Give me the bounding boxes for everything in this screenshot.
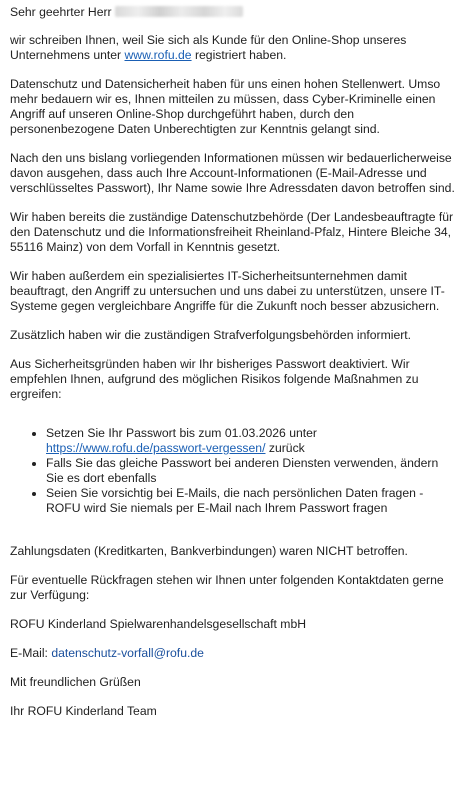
email-label: E-Mail: <box>10 646 52 660</box>
it-paragraph: Wir haben außerdem ein spezialisiertes IT-Sicherheitsunternehmen damit beauftragt, den Angriff zu untersuchen und uns dabei zu unterstützen, unsere IT-Systeme gegen vergleichbare Angriffe für die Zukunft noch besser abzusichern. <box>10 269 445 313</box>
contact-email-line <box>10 646 455 661</box>
greeting-text: Sehr geehrter Herr <box>10 5 112 19</box>
rofu-link[interactable]: www.rofu.de <box>124 48 192 62</box>
strafverfolgung-paragraph: Zusätzlich haben wir die zuständigen Strafverfolgungsbehörden informiert. <box>10 328 412 342</box>
zahlung-paragraph: Zahlungsdaten (Kreditkarten, Bankverbindungen) waren NICHT betroffen. <box>10 544 408 558</box>
list-item-text: Setzen Sie Ihr Passwort bis zum 01.03.2026 unter <box>46 426 317 440</box>
intro-text-end: registriert haben. <box>191 48 287 62</box>
signature: Ihr ROFU Kinderland Team <box>10 704 157 718</box>
password-reset-link[interactable]: https://www.rofu.de/passwort-vergessen/ <box>46 441 266 455</box>
kontakt-paragraph: Für eventuelle Rückfragen stehen wir Ihnen unter folgenden Kontaktdaten gerne zur Verfügung: <box>10 573 444 602</box>
datenschutz-paragraph: Datenschutz und Datensicherheit haben für uns einen hohen Stellenwert. Umso mehr bedauern wir es, Ihnen mitteilen zu müssen, dass Cyber-Kriminelle einen Angriff auf unseren Online-Shop durchgeführt haben, durch den personenbezogene Daten Unberechtigten zur Kenntnis gelangt sind. <box>10 77 441 136</box>
salutation <box>10 5 455 20</box>
erkenntnisse-paragraph: Nach den uns bislang vorliegenden Informationen müssen wir bedauerlicherweise davon ausgehen, dass auch Ihre Account-Informationen (E-Mail-Adresse und verschlüsseltes Passwort), Ihr Name sowie Ihre Adressdaten davon betroffen sind. <box>10 151 455 195</box>
closing: Mit freundlichen Grüßen <box>10 675 141 689</box>
list-item: • Falls Sie das gleiche Passwort bei anderen Diensten verwenden, ändern Sie es dort ebenfalls <box>46 456 455 486</box>
list-item-text-end: zurück <box>265 441 305 455</box>
list-item: • Seien Sie vorsichtig bei E-Mails, die nach persönlichen Daten fragen - ROFU wird Sie niemals per E-Mail nach Ihrem Passwort fragen <box>46 486 455 516</box>
behoerde-paragraph: Wir haben bereits die zuständige Datenschutzbehörde (Der Landesbeauftragte für den Datenschutz und die Informationsfreiheit Rheinland-Pfalz, Hintere Bleiche 34, 55116 Mainz) von dem Vorfall in Kenntnis gesetzt. <box>10 210 454 254</box>
intro-text: wir schreiben Ihnen, weil Sie sich als Kunde für den Online-Shop unseres Unternehmens unter <box>10 33 407 62</box>
redacted-name <box>115 6 243 17</box>
passwort-paragraph: Aus Sicherheitsgründen haben wir Ihr bisheriges Passwort deaktiviert. Wir empfehlen Ihnen, aufgrund des möglichen Risikos folgende Maßnahmen zu ergreifen: <box>10 357 419 401</box>
company-name: ROFU Kinderland Spielwarenhandelsgesellschaft mbH <box>10 617 307 631</box>
intro-paragraph <box>10 33 455 63</box>
contact-email-link[interactable]: datenschutz-vorfall@rofu.de <box>51 646 204 660</box>
measures-list <box>10 426 455 516</box>
list-item <box>46 426 455 456</box>
